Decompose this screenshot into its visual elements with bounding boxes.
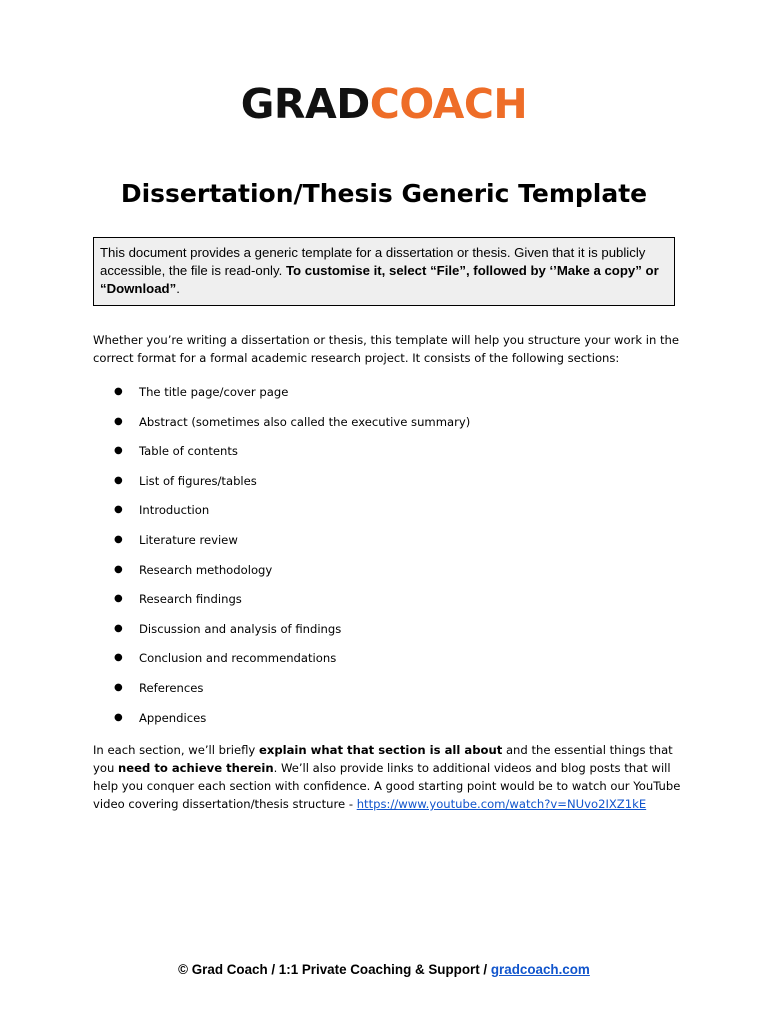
footer bbox=[0, 961, 768, 979]
notice-end: . bbox=[176, 281, 180, 296]
bullet-icon: ● bbox=[114, 474, 123, 486]
closing-bold-1: explain what that section is all about bbox=[258, 743, 503, 757]
closing-text-1: In each section, we’ll briefly bbox=[93, 743, 259, 757]
list-item-label: Research findings bbox=[139, 592, 242, 607]
logo-grad: GRAD bbox=[240, 80, 370, 128]
bullet-icon: ● bbox=[114, 533, 123, 545]
bullet-icon: ● bbox=[114, 504, 123, 516]
list-item bbox=[114, 501, 470, 531]
gradcoach-logo bbox=[0, 80, 768, 128]
list-item bbox=[114, 590, 470, 620]
list-item bbox=[114, 472, 470, 502]
closing-text-3: . We’ll also provide links to additional videos and blog posts that will help you conquer each section with confidence. A good starting point would be to watch our YouTube video covering dissertation/thesis structure - bbox=[93, 761, 681, 811]
closing-bold-2: need to achieve therein bbox=[118, 761, 274, 775]
section-list bbox=[114, 383, 470, 738]
list-item-label: Abstract (sometimes also called the executive summary) bbox=[139, 414, 471, 429]
intro-paragraph: Whether you’re writing a dissertation or thesis, this template will help you structure your work in the correct format for a formal academic research project. It consists of the following sections: bbox=[93, 333, 680, 365]
notice-text: This document provides a generic template for a dissertation or thesis. Given that it is publicly accessible, the file is read-only. bbox=[100, 245, 646, 278]
list-item bbox=[114, 649, 470, 679]
list-item-label: References bbox=[139, 680, 204, 695]
list-item bbox=[114, 679, 470, 709]
list-item-label: List of figures/tables bbox=[139, 473, 257, 488]
list-item-label: Literature review bbox=[139, 532, 238, 547]
list-item bbox=[114, 709, 470, 739]
read-only-notice-box bbox=[93, 237, 675, 306]
list-item bbox=[114, 531, 470, 561]
closing-paragraph bbox=[93, 741, 683, 813]
list-item bbox=[114, 383, 470, 413]
list-item bbox=[114, 442, 470, 472]
list-item bbox=[114, 413, 470, 443]
bullet-icon: ● bbox=[114, 386, 123, 397]
bullet-icon: ● bbox=[114, 563, 123, 575]
bullet-icon: ● bbox=[114, 415, 123, 427]
document-title: Dissertation/Thesis Generic Template bbox=[120, 179, 648, 208]
list-item bbox=[114, 561, 470, 591]
bullet-icon: ● bbox=[114, 711, 123, 723]
list-item-label: Conclusion and recommendations bbox=[139, 651, 337, 666]
list-item bbox=[114, 620, 470, 650]
list-item-label: Appendices bbox=[139, 710, 207, 725]
closing-text-2: and the essential things that you bbox=[93, 743, 673, 775]
notice-instruction: To customise it, select “File”, followed by ‘’Make a copy” or “Download” bbox=[100, 263, 659, 296]
bullet-icon: ● bbox=[114, 445, 123, 457]
bullet-icon: ● bbox=[114, 681, 123, 693]
list-item-label: Discussion and analysis of findings bbox=[139, 621, 342, 636]
bullet-icon: ● bbox=[114, 622, 123, 634]
list-item-label: Research methodology bbox=[139, 562, 273, 577]
bullet-icon: ● bbox=[114, 652, 123, 664]
youtube-link[interactable]: https://www.youtube.com/watch?v=NUvo2IXZ1kE bbox=[356, 797, 647, 811]
logo-coach: COACH bbox=[369, 80, 528, 128]
footer-text: © Grad Coach / 1:1 Private Coaching & Support / bbox=[178, 962, 491, 977]
list-item-label: Table of contents bbox=[139, 444, 238, 459]
list-item-label: Introduction bbox=[139, 503, 210, 518]
list-item-label: The title page/cover page bbox=[139, 385, 289, 399]
gradcoach-link[interactable]: gradcoach.com bbox=[490, 962, 590, 977]
bullet-icon: ● bbox=[114, 593, 123, 605]
